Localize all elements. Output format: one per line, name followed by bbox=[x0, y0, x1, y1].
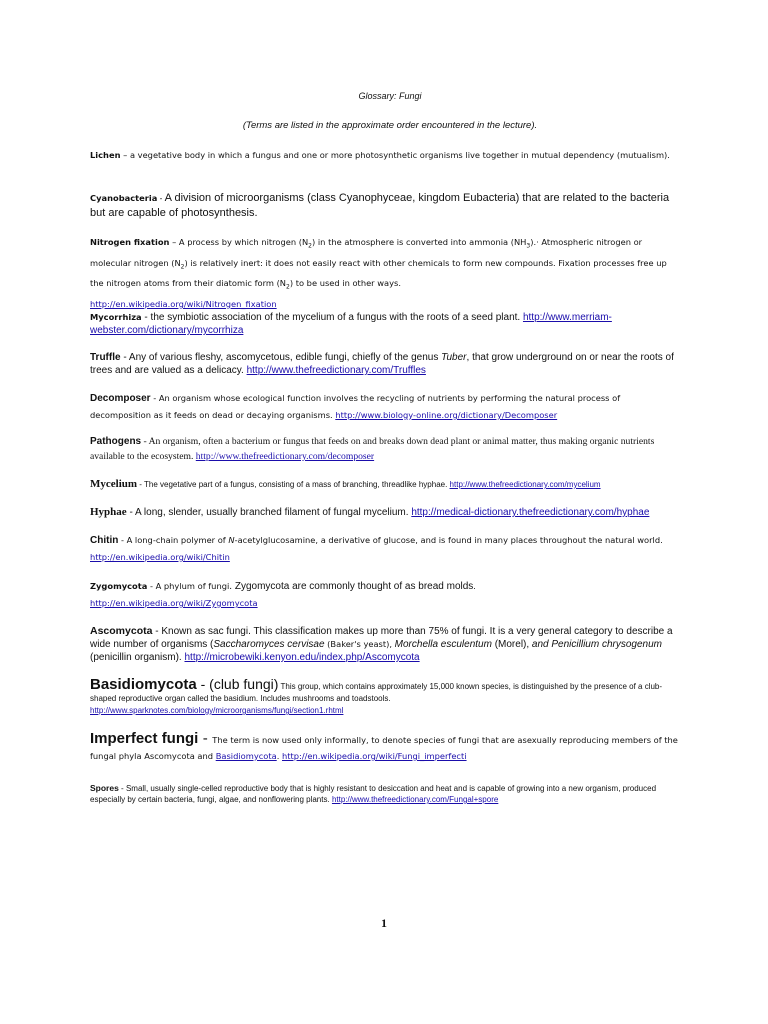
page-number: 1 bbox=[381, 916, 387, 930]
species-name: Morchella esculentum bbox=[394, 639, 492, 650]
definition-hyphae: A long, slender, usually branched filament of fungal mycelium. bbox=[135, 507, 409, 518]
link-mycelium[interactable]: http://www.thefreedictionary.com/mycelium bbox=[449, 480, 601, 489]
entry-zygomycota bbox=[90, 578, 682, 611]
entry-basidiomycota bbox=[90, 678, 682, 717]
term-spores: Spores bbox=[90, 783, 119, 793]
link-decomposer[interactable]: http://www.biology-online.org/dictionary/Decomposer bbox=[335, 410, 558, 420]
separator: - bbox=[137, 480, 145, 489]
definition-part: ) in the atmosphere is converted into ammonia (NH bbox=[312, 237, 527, 247]
definition-part: (Morel), bbox=[491, 639, 532, 650]
definition-mycorrhiza: the symbiotic association of the mycelium of a fungus with the roots of a seed plant. bbox=[150, 312, 521, 323]
separator: - bbox=[157, 193, 165, 203]
definition-part: A phylum of fungi bbox=[155, 581, 230, 591]
title-suffix: : Fungi bbox=[394, 91, 422, 101]
separator: - bbox=[118, 784, 126, 793]
entry-mycelium bbox=[90, 479, 682, 490]
link-zygomycota[interactable]: http://en.wikipedia.org/wiki/Zygomycota bbox=[90, 598, 258, 608]
entry-ascomycota bbox=[90, 625, 682, 664]
link-mycorrhiza[interactable]: http://www.merriam-webster.com/dictionary/mycorrhiza bbox=[90, 312, 612, 336]
subscript: 2 bbox=[180, 263, 185, 271]
species-name: Saccharomyces cervisae bbox=[213, 639, 325, 650]
definition-part: ) to be used in other ways. bbox=[289, 278, 401, 289]
subscript: 2 bbox=[308, 242, 312, 250]
link-spores[interactable]: http://www.thefreedictionary.com/Fungal+spore bbox=[331, 795, 499, 804]
page-title bbox=[90, 91, 690, 101]
separator: – bbox=[120, 150, 130, 160]
link-chitin[interactable]: http://en.wikipedia.org/wiki/Chitin bbox=[90, 552, 230, 562]
genus-name: Tuber bbox=[441, 352, 467, 363]
definition-part: Known as sac fungi. This classification makes up more than 75% of fungi. It is a very general category to describe a wide number of organisms ( bbox=[90, 626, 673, 650]
link-imperfect-fungi[interactable]: http://en.wikipedia.org/wiki/Fungi_imperfecti bbox=[282, 751, 467, 761]
link-basidiomycota[interactable]: http://www.sparknotes.com/biology/microorganisms/fungi/section1.rhtml bbox=[90, 706, 344, 715]
entry-spores bbox=[90, 783, 682, 805]
species-name: and Penicillium chrysogenum bbox=[531, 639, 662, 650]
entry-cyanobacteria bbox=[90, 191, 682, 221]
definition-part: -acetylglucosamine, a derivative of glucose, and is found in many places throughout the natural world. bbox=[234, 535, 663, 545]
link-basidiomycota-wiki[interactable]: Basidiomycota bbox=[215, 751, 277, 761]
page-subtitle: (Terms are listed in the approximate order encountered in the lecture). bbox=[242, 120, 538, 131]
separator: - bbox=[141, 312, 151, 323]
entry-truffle bbox=[90, 351, 682, 377]
term-zygomycota: Zygomycota bbox=[90, 581, 148, 591]
separator: - bbox=[150, 393, 159, 403]
separator: - bbox=[196, 676, 210, 692]
link-pathogens[interactable]: http://www.thefreedictionary.com/decomposer bbox=[195, 451, 375, 462]
definition-part: Any of various fleshy, ascomycetous, edible fungi, chiefly of the genus bbox=[128, 352, 442, 363]
definition-part: A long-chain polymer of bbox=[126, 535, 229, 545]
subscript: 3 bbox=[526, 242, 531, 250]
italic-n: N bbox=[228, 535, 235, 545]
entry-decomposer bbox=[90, 390, 682, 423]
definition-basidiomycota: This group, which contains approximately 15,000 known species, is distinguished by the presence of a club- shaped reproductive organ called the basidium. Includes mushrooms and toadstools. bbox=[90, 682, 663, 703]
entry-lichen bbox=[90, 147, 682, 163]
definition-part: ).· Atmospheric nitrogen or molecular nitrogen (N bbox=[90, 237, 643, 268]
entry-nitrogen-fixation bbox=[90, 234, 682, 312]
definition-part: , that grow underground on or near the roots of trees and are valued as a delicacy. bbox=[90, 352, 674, 376]
separator: - bbox=[120, 352, 129, 363]
title-prefix: Glossary bbox=[358, 91, 394, 101]
subscript: 2 bbox=[286, 283, 290, 291]
link-nitrogen-fixation[interactable]: http://en.wikipedia.org/wiki/Nitrogen_fixation bbox=[90, 298, 277, 309]
definition-part: . bbox=[276, 751, 282, 761]
definition-lichen: a vegetative body in which a fungus and one or more photosynthetic organisms live together in mutual dependency (mutualism). bbox=[129, 150, 670, 160]
definition-part: . Zygomycota are commonly thought of as bread molds bbox=[229, 581, 474, 592]
link-ascomycota[interactable]: http://microbewiki.kenyon.edu/index.php/Ascomycota bbox=[184, 652, 420, 663]
definition-decomposer: An organism whose ecological function involves the recycling of nutrients by performing the natural process of decomposition as it feeds on dead or decaying organisms. bbox=[90, 393, 621, 420]
separator: - bbox=[141, 436, 149, 447]
separator: – bbox=[169, 237, 179, 247]
link-hyphae[interactable]: http://medical-dictionary.thefreedictionary.com/hyphae bbox=[411, 507, 650, 518]
definition-part: The term is now used only informally, to denote species of fungi that are asexually reproducing members of the fungal phyla Ascomycota and bbox=[90, 735, 678, 761]
term-cyanobacteria: Cyanobacteria bbox=[90, 193, 158, 203]
definition-spores: Small, usually single-celled reproductive body that is highly resistant to desiccation and heat and is capable of growing into a new organism, produced especially by certain bacteria, fungi, algae, and nonflowering plants. bbox=[90, 784, 657, 804]
entry-mycorrhiza bbox=[90, 311, 682, 337]
link-truffle[interactable]: http://www.thefreedictionary.com/Truffles bbox=[246, 365, 426, 376]
term-ascomycota: Ascomycota bbox=[90, 625, 153, 637]
entry-pathogens bbox=[90, 434, 682, 464]
term-mycorrhiza: Mycorrhiza bbox=[90, 312, 142, 322]
definition-pathogens: An organism, often a bacterium or fungus that feeds on and breaks down dead plant or animal matter, thus making organic nutrients available to the ecosystem. bbox=[90, 436, 655, 462]
separator: - bbox=[198, 731, 213, 747]
separator: - bbox=[152, 626, 162, 637]
definition-part: (penicillin organism). bbox=[90, 652, 182, 663]
term-hyphae: Hyphae bbox=[90, 506, 127, 518]
separator: - bbox=[147, 581, 156, 591]
definition-part: . bbox=[473, 581, 476, 591]
entry-hyphae bbox=[90, 506, 682, 519]
definition-cyanobacteria: A division of microorganisms (class Cyanophyceae, kingdom Eubacteria) that are related to the bacteria but are capable of photosynthesis. bbox=[90, 192, 670, 219]
term-lichen: Lichen bbox=[90, 150, 121, 160]
entry-imperfect-fungi bbox=[90, 731, 682, 764]
term-chitin: Chitin bbox=[90, 535, 119, 546]
term-nitrogen-fixation: Nitrogen fixation bbox=[90, 237, 170, 247]
definition-part: (Baker's yeast), bbox=[324, 639, 395, 649]
term-mycelium: Mycelium bbox=[90, 478, 138, 490]
separator: - bbox=[118, 535, 127, 545]
term-basidiomycota: Basidiomycota bbox=[90, 676, 197, 693]
term-truffle: Truffle bbox=[90, 352, 121, 363]
term-pathogens: Pathogens bbox=[90, 436, 142, 447]
term-imperfect-fungi: Imperfect fungi bbox=[90, 730, 199, 747]
club-fungi-label: (club fungi) bbox=[209, 676, 279, 692]
definition-part: ) is relatively inert: it does not easily react with other chemicals to form new compounds. Fixation processes free up the nitrogen atoms from their diatomic form (N bbox=[90, 257, 667, 289]
separator: - bbox=[126, 507, 136, 518]
entry-chitin bbox=[90, 532, 682, 565]
definition-part: A process by which nitrogen (N bbox=[178, 237, 309, 247]
term-decomposer: Decomposer bbox=[90, 393, 151, 404]
definition-mycelium: The vegetative part of a fungus, consisting of a mass of branching, threadlike hyphae. bbox=[144, 480, 448, 489]
